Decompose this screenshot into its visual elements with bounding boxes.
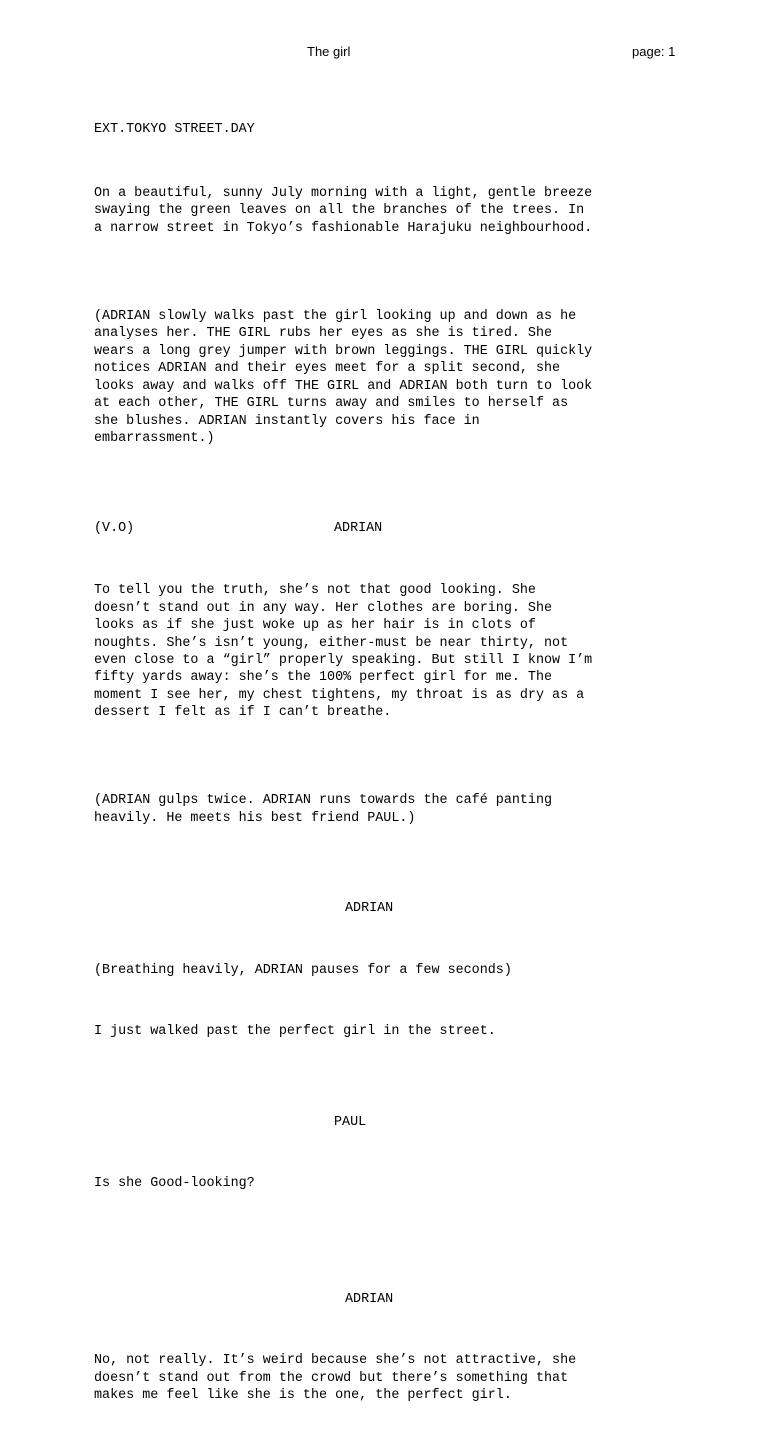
voice-over-label: (V.O) [94,521,135,537]
character-name: ADRIAN [345,901,394,917]
dialogue: I just walked past the perfect girl in the street. [94,1024,496,1040]
parenthetical: (Breathing heavily, ADRIAN pauses for a few seconds) [94,963,512,979]
action-paragraph: (ADRIAN slowly walks past the girl looking up and down as he analyses her. THE GIRL rubs her eyes as she is tired. She wears a long grey jumper with brown leggings. THE GIRL quickly notices ADRIAN and their eyes meet for a split second, she looks away and walks off THE GIRL and ADRIAN both turn to look at each other, THE GIRL turns away and smiles to herself as she blushes. ADRIAN instantly covers his face in embarrassment.) [94,309,593,446]
dialogue: To tell you the truth, she’s not that good looking. She doesn’t stand out in any way. Her clothes are boring. She looks as if she just woke up as her hair is in clots of noughts. She’s isn’t young, either-must be near thirty, not even close to a “girl” properly speaking. But still I know I’m fifty yards away: she’s the 100% perfect girl for me. The moment I see her, my chest tightens, my throat is as dry as a dessert I felt as if I can’t breathe. [94,583,593,721]
script-body [94,86,694,1439]
action-paragraph: On a beautiful, sunny July morning with a light, gentle breeze swaying the green leaves on all the branches of the trees. In a narrow street in Tokyo’s fashionable Harajuku neighbourhood. [94,186,593,236]
character-name: ADRIAN [345,1292,394,1308]
character-name: ADRIAN [334,521,383,537]
dialogue: Is she Good-looking? [94,1175,255,1191]
character-row [94,520,694,537]
page-number: page: 1 [632,44,676,59]
character-name: PAUL [334,1114,367,1130]
action-paragraph: (ADRIAN gulps twice. ADRIAN runs towards the café panting heavily. He meets his best friend PAUL.) [94,793,553,826]
dialogue: No, not really. It’s weird because she’s not attractive, she doesn’t stand out from the crowd but there’s something that makes me feel like she is the one, the perfect girl. [94,1353,577,1404]
scene-heading: EXT.TOKYO STREET.DAY [94,121,255,137]
header-title: The girl [307,44,351,59]
